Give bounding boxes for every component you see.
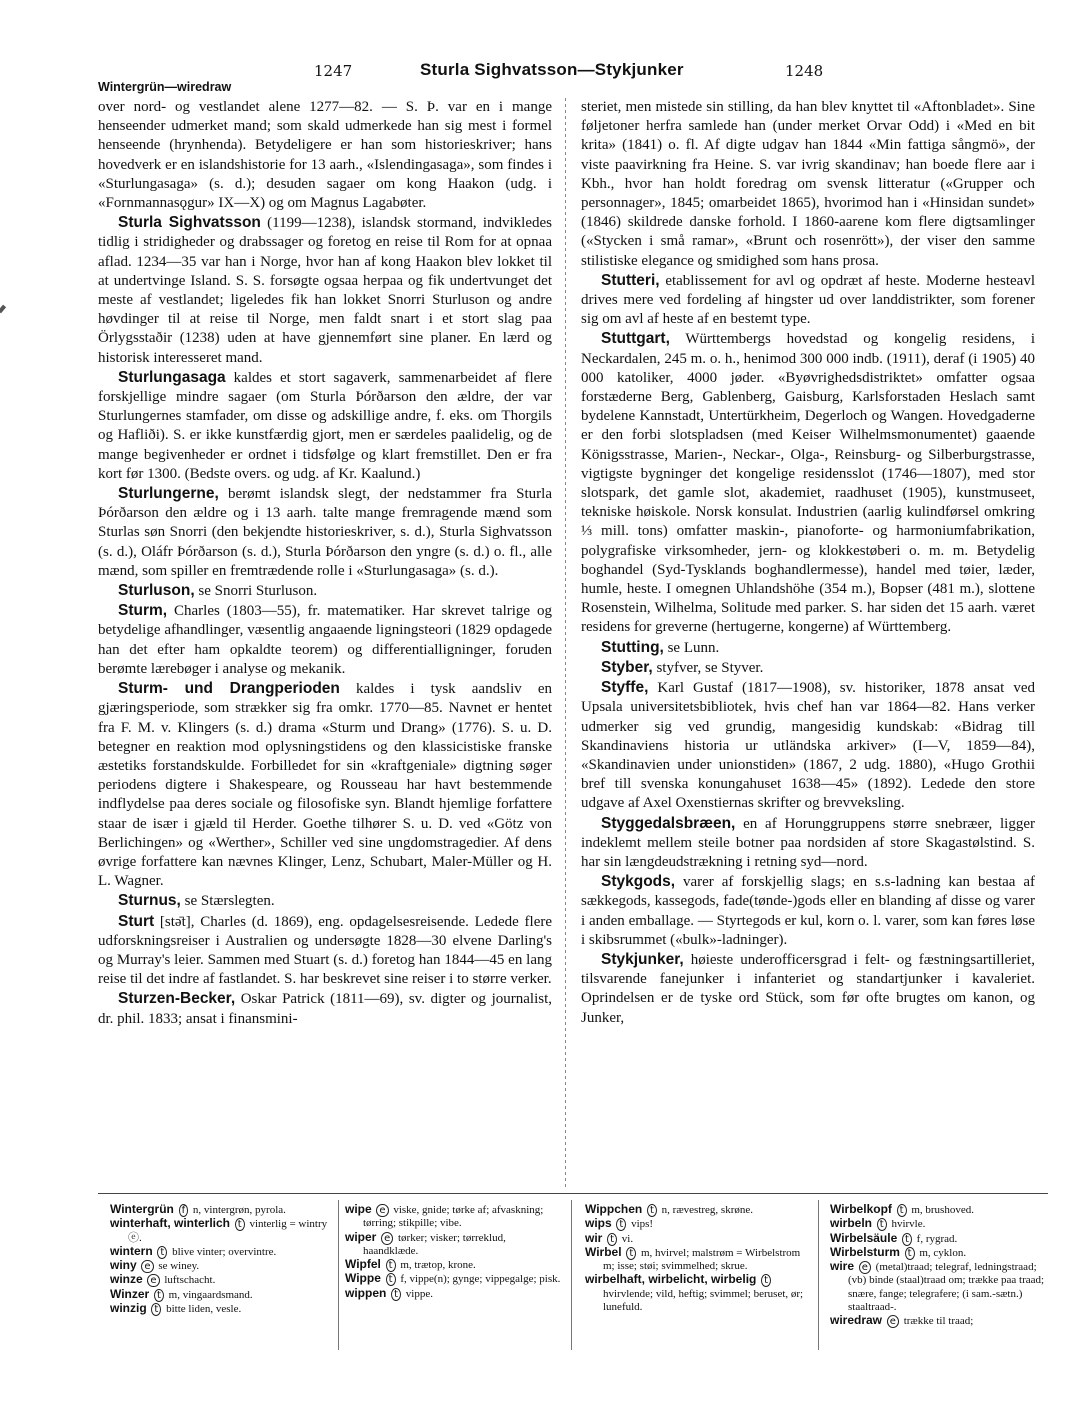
glossary-entry — [585, 1217, 810, 1231]
language-marker-icon: e — [381, 1232, 393, 1245]
glossary-entry — [110, 1288, 332, 1302]
entry-headword: Styggedalsbræen, — [601, 814, 736, 832]
glossary-word: Wippe — [345, 1271, 381, 1286]
entry-headword: Stutting, — [601, 638, 664, 656]
glossary-entry — [110, 1302, 332, 1316]
entry-text: etablissement for avl og opdræt af heste. Moderne hesteavl drives mere ved fordeling af hingster ud over landdistrikter, som forener sig om avl af heste af en bestemt type. — [581, 272, 1035, 328]
glossary-word: wiredraw — [830, 1313, 883, 1328]
glossary-definition: trække til traad; — [903, 1315, 974, 1328]
language-marker-icon: t — [905, 1247, 915, 1260]
entry-headword: Sturlungasaga — [118, 368, 226, 386]
entry-text: høieste underofficersgrad i felt- og fæstningsartilleriet, tilsvarende fanejunker i infanteriet og standartjunker i kavaleriet. Oprindelsen er de tyske ord Stück, som før ofte brugtes om kanon, og Junker, — [581, 951, 1035, 1026]
entry-text: se Snorri Sturluson. — [194, 583, 318, 600]
entry-text: Oskar Patrick (1811—69), sv. digter og journalist, dr. phil. 1833; ansat i finansmini- — [98, 991, 552, 1027]
glossary-definition: tørker; visker; tørreklud, haandklæde. — [363, 1231, 506, 1257]
glossary-definition: bitte liden, vesle. — [166, 1303, 242, 1316]
glossary-word: Winzer — [110, 1286, 150, 1301]
entry-text: kaldes i tysk aandsliv en gjæringsperiode, som strækker sig fra omkr. 1770—85. Navnet er hentet fra F. M. v. Klingers (s. d.) drama «Sturm und Drang» (1776). S. u. D. betegner en reaktion mod oplysningstidens og den klassicistiske franske æstetiks forstandskulde. Forbilledet for sin «kraftgeniale» digtning søger periodens digtere i Shakespeare, og Rousseau har havt bestemmende indflydelse paa deres sociale og filosofiske syn. Blandt hjemlige forfattere staar de især i gjæld til Herder. Goethe tilhører S. u. D. ved «Götz von Berlichingen» og «Werther», Schiller ved sine ungdomstragedier. Af dens øvrige forfattere kan nævnes Klinger, Lenz, Schubart, Maler-Müller og H. L. Wagner. — [98, 681, 552, 890]
glossary-entry — [110, 1273, 332, 1287]
language-marker-icon: e — [141, 1260, 153, 1273]
glossary-entry — [585, 1273, 810, 1314]
glossary-definition: n, rævestreg, skrøne. — [661, 1204, 753, 1216]
language-marker-icon: t — [877, 1218, 887, 1231]
glossary-definition: luftschacht. — [164, 1274, 216, 1287]
dictionary-entry — [98, 581, 552, 601]
glossary-entry — [585, 1232, 810, 1246]
glossary-word: Wippchen — [585, 1202, 643, 1216]
glossary-column-2 — [345, 1203, 563, 1301]
entry-continuation — [98, 98, 552, 213]
language-marker-icon: e — [147, 1274, 159, 1287]
glossary-word: Wirbelkopf — [830, 1202, 892, 1216]
entry-text: styfver, se Styver. — [652, 659, 764, 676]
glossary-word: wirbeln — [830, 1216, 873, 1231]
glossary-entry — [830, 1232, 1048, 1246]
language-marker-icon: t — [386, 1273, 396, 1286]
entry-headword: Sturzen-Becker, — [118, 990, 236, 1008]
dictionary-entry — [581, 329, 1035, 637]
entry-headword: Sturla Sighvatsson — [118, 214, 261, 232]
glossary-entry — [345, 1287, 563, 1301]
language-marker-icon: e — [887, 1315, 899, 1328]
glossary-definition: hvirvle. — [891, 1218, 926, 1231]
entry-text: se Stærslegten. — [180, 893, 275, 910]
glossary-word: winzig — [110, 1301, 147, 1316]
dictionary-entry — [581, 658, 1035, 678]
glossary-divider — [338, 1200, 339, 1350]
glossary-word: Wirbel — [585, 1244, 622, 1259]
glossary-entry — [585, 1246, 810, 1274]
glossary-definition: viske, gnide; tørke af; afvaskning; tørring; stikpille; vibe. — [363, 1204, 544, 1230]
glossary-entry — [830, 1217, 1048, 1231]
glossary-column-1 — [110, 1203, 332, 1316]
margin-mark — [0, 305, 6, 314]
glossary-word: Wipfel — [345, 1257, 381, 1272]
language-marker-icon: t — [626, 1247, 636, 1260]
glossary-entry — [345, 1203, 563, 1231]
dictionary-entry — [98, 484, 552, 581]
dictionary-entry — [581, 872, 1035, 950]
entry-text: [stǝ̄t], Charles (d. 1869), eng. opdagelsesreisende. Ledede flere udforskningsreiser i Australien og undersøgte 1828—30 elvene Darling's og Murray's leier. Sammen med Stuart (s. d.) foretog han 1844—45 en lang reise til det indre af fastlandet. S. har beskrevet sine reiser i to større verker. — [98, 913, 552, 988]
glossary-definition: vinterlig = wintry ⓔ. — [128, 1218, 328, 1244]
glossary-definition: (metal)traad; telegraf, ledningstraad; (vb) binde (staal)traad om; trække paa traad; snære, fange; telegrafere; (i sam.-sætn.) staaltraad-. — [848, 1261, 1045, 1314]
right-column — [581, 98, 1035, 1028]
entry-headword: Stykjunker, — [601, 950, 684, 968]
page-title: Sturla Sighvatsson—Stykjunker — [420, 60, 684, 79]
glossary-definition: m, hvirvel; malstrøm = Wirbelstrom m; isse; støi; svimmelhed; skrue. — [603, 1246, 801, 1273]
entry-headword: Sturt — [118, 912, 155, 930]
language-marker-icon: t — [386, 1259, 396, 1272]
glossary-definition: n, vintergrøn, pyrola. — [192, 1204, 286, 1216]
glossary-word: Wirbelsäule — [830, 1230, 898, 1245]
entry-headword: Stykgods, — [601, 873, 676, 891]
glossary-column-4 — [830, 1203, 1048, 1329]
dictionary-entry — [581, 814, 1035, 873]
glossary-definition: se winey. — [158, 1260, 200, 1273]
entry-text: se Lunn. — [663, 639, 720, 656]
dictionary-entry — [98, 989, 552, 1028]
glossary-entry — [345, 1272, 563, 1286]
entry-text: over nord- og vestlandet alene 1277—82. — S. Þ. var en i mange henseender udmerket mand; som skald udmerkede han sig mest i formel henseende (hrynhenda). Betydeligere er han som historieskriver; hans hovedverk er en islandshistorie for 13 aarh., «Islendingasaga», som findes i «Sturlungasaga» (s. d.); desuden sagaer om kong Haakon (udg. i «Fornmannasǫgur» IX—X) og om Magnus Lagabøter. — [98, 99, 552, 212]
entry-headword: Sturlungerne, — [118, 485, 219, 503]
glossary-word: Wirbelsturm — [830, 1244, 900, 1259]
glossary-entry — [345, 1231, 563, 1259]
glossary-word: winy — [110, 1258, 137, 1273]
glossary-word: wirbelhaft, wirbelicht, wirbelig — [585, 1272, 757, 1287]
language-marker-icon: t — [151, 1303, 161, 1316]
glossary-definition: vi. — [621, 1232, 634, 1245]
entry-text: berømt islandsk slegt, der nedstammer fra Sturla Þórðarson den ældre og i 13 aarh. talte mange fremragende mænd som Sturlas søn Snorri (den bekjendte historieskriver, s. d.), Sturla Sighvatsson (s. d.), Oláfr Þórðarson (s. d.), Sturla Þórðarson den yngre (s. d.) o. fl., alle mænd, som spiller en fremtrædende rolle i «Sturlungasaga» (s. d.). — [98, 486, 552, 579]
glossary-entry — [345, 1258, 563, 1272]
language-marker-icon: t — [154, 1289, 164, 1302]
entry-text: Württembergs hovedstad og kongelig residens, i Neckardalen, 245 m. o. h., henimod 300 000 indb. (1911), deraf (i 1905) 40 000 katoliker, 4000 jøder. «Byøvrighedsdistriktet» omfatter ogsaa forstæderne Berg, Gablenberg, Gaisburg, Karlsforstaden Heslach samt bydelene Kannstadt, Untertürkheim, Degerloch og Wangen. Hovedgaderne er den forbi slotspladsen (med Keiser Wilhelmsmonumentet) gaaende Königsstrasse, Marien-, Neckar-, Olga-, Reinsburg- og Silberburgstrasse, vigtigste bygninger det kongelige residensslot (1746—1807), med stor slotspark, det gamle slot, akademiet, raadhuset (1905), kunstmuseet, tekniske høiskole. Norsk konsulat. Industrien (aarlig kulindførsel omkring ⅓ mill. tons) omfatter maskin-, pianoforte- og harmoniumfabrikation, polygrafiske virksomheder, jern- og klokkestøberi o. m. m. Betydelig boghandel (Syd-Tysklands boghandlermesse), handel med tøier, læder, humle, heste. I omegnen Uhlandshöhe (354 m.), Bopser (481 m.), slottene Rosenstein, Wilhelma, Solitude med parker. S. har siden det 15 aarh. været residens for greverne (hertugerne, kongerne) af Württemberg. — [581, 331, 1035, 636]
entry-headword: Sturnus, — [118, 892, 181, 910]
glossary-word: wippen — [345, 1285, 387, 1300]
column-divider — [565, 98, 566, 1188]
dictionary-entry — [98, 601, 552, 679]
left-column — [98, 98, 552, 1029]
entry-headword: Sturluson, — [118, 582, 195, 600]
language-marker-icon: t — [647, 1204, 657, 1217]
language-marker-icon: t — [391, 1288, 401, 1301]
dictionary-entry — [98, 912, 552, 990]
entry-text: kaldes et stort sagaverk, sammenarbeidet af flere forskjellige mindre sagaer (om Sturla Þórðarson den ældre, der var Sturlungernes stamfader, om disse og adskillige andre, f. eks. om Thorgils og Hafliði). S. er ikke kunstfærdig gjort, men er særdeles paalidelig, og de mange begivenheder er ordnet i tidsfølge og klart fremstillet. Den er fra kort før 1300. (Bedste overs. og udg. af Kr. Kaalund.) — [98, 369, 552, 482]
dictionary-entry — [581, 271, 1035, 330]
entry-text: en af Horunggruppens større snebræer, ligger indeklemt mellem steile botner paa nordsiden af store Skagastølstind. S. har sin længdeudstrækning i retning syd—nord. — [581, 815, 1035, 870]
glossary-definition: f, rygrad. — [916, 1232, 958, 1245]
glossary-word: winterhaft, winterlich — [110, 1216, 231, 1231]
dictionary-entry — [581, 638, 1035, 658]
language-marker-icon: t — [897, 1204, 907, 1217]
entry-text: Charles (1803—55), fr. matematiker. Har skrevet talrige og betydelige afhandlinger, væsentlig angaaende ligningsteori (1829 opdagede han det efter ham opkaldte teorem) og differentialligninger, foruden berømte lærebøger i analyse og mekanik. — [98, 603, 552, 677]
glossary-definition: f, vippe(n); gynge; vippegalge; pisk. — [400, 1273, 561, 1286]
glossary-word: wire — [830, 1259, 855, 1274]
glossary-entry — [830, 1314, 1048, 1328]
entry-headword: Sturm, — [118, 602, 168, 620]
glossary-entry — [110, 1217, 332, 1245]
entry-text: varer af forskjellig slags; en s.s-ladning kan bestaa af sækkegods, kassegods, fade(tønde-)gods eller en blanding af disse og varer i anden emballage. — Styrtegods er kul, korn o. l. varer, som kan føres løse i skibsrummet («bulk»-ladninger). — [581, 874, 1035, 948]
glossary-definition: blive vinter; overvintre. — [172, 1245, 277, 1258]
entry-headword: Stuttgart, — [601, 330, 670, 348]
glossary-entry — [830, 1203, 1048, 1217]
entry-headword: Styber, — [601, 658, 653, 676]
entry-text: steriet, men mistede sin stilling, da han blev knyttet til «Aftonbladet». Sine føljetoner herfra samlede han (under merket Orvar Odd) i «Med en bit krita» (1841) o. fl. Af digte udgav han 1844 «Min fattiga sångmö», der viste paavirkning fra Heine. S. var ivrig skandinav; han boede flere aar i Kbh., hvor han holdt foredrag om svensk litteratur («Grupper och personnager», 1845; omarbeidet 1865), hvorimod han i «Hinsidan sundet» (1846) skildrede danske forhold. I 1860-aarene kom flere digtsamlinger («Stycken i små ramar», «Brunt och rosenrött»), der viser den samme stilistiske elegance og smidighed som hans prosa. — [581, 99, 1035, 269]
dictionary-entry — [581, 678, 1035, 813]
glossary-word: wipe — [345, 1202, 372, 1216]
language-marker-icon: t — [607, 1233, 617, 1246]
language-marker-icon: t — [235, 1218, 245, 1231]
entry-headword: Styffe, — [601, 679, 649, 697]
glossary-entry — [830, 1246, 1048, 1260]
footnote-rule — [98, 1193, 1048, 1194]
glossary-word: wintern — [110, 1243, 153, 1258]
dictionary-entry — [581, 950, 1035, 1028]
language-marker-icon: t — [157, 1246, 167, 1259]
glossary-word: winze — [110, 1272, 143, 1287]
glossary-entry — [110, 1259, 332, 1273]
page-number-left: 1247 — [314, 62, 353, 80]
glossary-divider — [818, 1200, 819, 1350]
glossary-definition: vips! — [631, 1218, 654, 1231]
glossary-definition: m, trætop, krone. — [400, 1259, 476, 1272]
language-marker-icon: t — [616, 1218, 626, 1231]
glossary-entry — [830, 1260, 1048, 1314]
glossary-divider — [571, 1200, 572, 1350]
entry-text: (1199—1238), islandsk stormand, indvikledes tidlig i stridigheder og drabssager og foretog en reise til Rom for at opnaa aflad. 1234—35 var han i Norge, hvor han af kong Haakon blev lokket til at undertvinge Island. S. S. forsøgte ogsaa herpaa og fik undertvunget det meste af vestlandet; ligeledes fik han lokket Snorri Sturluson og andre høvdinger til at reise til Norge, men faldt snart i et stort slag paa Örlygsstaðir (1238) uden at have gjennemført sine planer. En lærd og historisk interesseret mand. — [98, 215, 552, 366]
glossary-definition: m, vingaardsmand. — [168, 1288, 253, 1301]
glossary-word: wir — [585, 1230, 603, 1245]
dictionary-entry — [98, 213, 552, 368]
glossary-word: wiper — [345, 1229, 377, 1244]
glossary-column-3 — [585, 1203, 810, 1314]
entry-text: Karl Gustaf (1817—1908), sv. historiker, 1878 ansat ved Upsala universitetsbibliotek, hvis chef han var 1864—82. Hans verker udmerker sig ved grundig, mangesidig kundskab: «Bidrag till Skandinaviens historia ur utländska arkiver» (I—V, 1859—84), «Skandinavien under unionstiden» (1867, 2 udg. 1880), «Hugo Grothii bref till svenska konungahuset 1638—45» (1892). Ledede den store udgave af Axel Oxenstiernas skrifter og brevveksling. — [581, 680, 1035, 812]
entry-continuation — [581, 98, 1035, 271]
language-marker-icon: t — [902, 1233, 912, 1246]
glossary-entry — [110, 1245, 332, 1259]
glossary-definition: hvirvlende; vild, heftig; svimmel; beruset, ør; lunefuld. — [603, 1287, 804, 1314]
language-marker-icon: t — [761, 1274, 771, 1287]
glossary-word: wips — [585, 1216, 612, 1231]
glossary-word: Wintergrün — [110, 1202, 174, 1216]
entry-headword: Stutteri, — [601, 271, 660, 289]
dictionary-entry — [98, 679, 552, 891]
glossary-definition: vippe. — [405, 1287, 433, 1300]
language-marker-icon: e — [376, 1204, 388, 1217]
language-marker-icon: f — [179, 1204, 189, 1217]
glossary-entry — [585, 1203, 810, 1217]
dictionary-entry — [98, 891, 552, 911]
glossary-definition: m, cyklon. — [919, 1246, 967, 1259]
dictionary-entry — [98, 368, 552, 484]
glossary-definition: m, brushoved. — [911, 1204, 974, 1216]
glossary-range: Wintergrün—wiredraw — [98, 80, 232, 94]
language-marker-icon: e — [859, 1261, 871, 1274]
entry-headword: Sturm- und Drangperioden — [118, 680, 340, 698]
page-number-right: 1248 — [785, 62, 824, 80]
glossary-entry — [110, 1203, 332, 1217]
